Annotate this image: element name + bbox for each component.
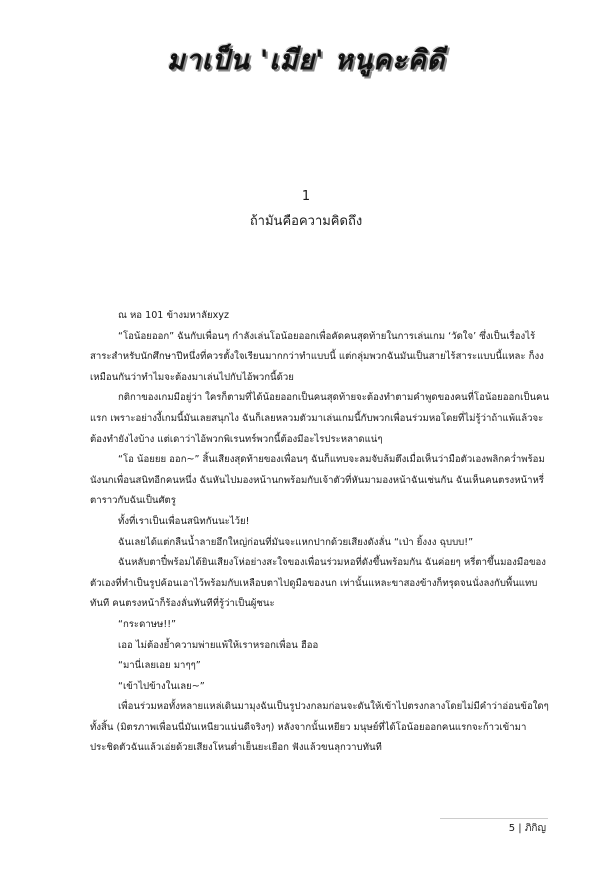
paragraph: ฉันเลยได้แต่กลืนน้ำลายอึกใหญ่ก่อนที่มันจะแหกปากด้วยเสียงดังลั่น “เป่า ยิ้งงง ฉุบบบ!” bbox=[118, 536, 474, 548]
paragraph: “เข้าไปข้างในเลย~” bbox=[118, 680, 205, 692]
chapter-number: 1 bbox=[301, 189, 311, 204]
paragraph: “กระดาษษ!!” bbox=[118, 618, 177, 630]
paragraph: ทั้งที่เราเป็นเพื่อนสนิทกันนะไว้ย! bbox=[118, 515, 250, 527]
paragraph-location: ณ หอ 101 ข้างมหาลัยxyz bbox=[118, 310, 230, 321]
book-title-banner: มาเป็น 'เมีย' หนูคะคิดี bbox=[166, 45, 446, 76]
paragraph: “มานี่เลยเอย มาๆๆ” bbox=[118, 660, 201, 672]
chapter-body bbox=[90, 306, 550, 759]
paragraph: ฉันหลับตาปี๋พร้อมได้ยินเสียงโห่อย่างสะใจของเพื่อนร่วมหอที่ดังขึ้นพร้อมกัน ฉันค่อยๆ หรี่ตาขึ้นมองมือของตัวเองที่ทำเป็นรูปค้อนเอาไว้พร้อมกับเหลือบตาไปดูมือของนก เท่านั้นแหละขาสองข้างก็ทรุดจนนั่งลงกับพื้นแทบทันที คนตรงหน้าก็ร้องลั่นทันทีที่รู้ว่าเป็นผู้ชนะ bbox=[90, 557, 546, 610]
page-number: 5 | ภิกิญ bbox=[508, 823, 546, 834]
chapter-title: ถ้ามันคือความคิดถึง bbox=[249, 214, 363, 229]
footer-divider bbox=[440, 818, 548, 819]
paragraph: กติกาของเกมมีอยู่ว่า ใครก็ตามที่ได้น้อยออกเป็นคนสุดท้ายจะต้องทำตามคำพูดของคนที่โอน้อยออกเป็นคนแรก เพราะอย่างงี้เกมนี้มันเลยสนุกไง ฉันก็เลยหลวมตัวมาเล่นเกมนี้กับพวกเพื่อนร่วมหอโดยที่ไม่รู้ว่าถ้าแพ้แล้วจะต้องทำยังไงบ้าง แต่เดาว่าไอ้พวกพิเรนทร์พวกนี้ต้องมีอะไรประหลาดแน่ๆ bbox=[90, 392, 550, 445]
paragraph: “โอ น้อยยย ออก~” สิ้นเสียงสุดท้ายของเพื่อนๆ ฉันก็แทบจะลมจับล้มตึงเมื่อเห็นว่ามือตัวเองพลิกคว่ำพร้อมนังนกเพื่อนสนิทอีกคนหนึ่ง ฉันหันไปมองหน้านกพร้อมกับเจ้าตัวที่หันมามองหน้าฉันเช่นกัน ฉันเห็นคนตรงหน้าหรี่ตาราวกับฉันเป็นศัตรู bbox=[90, 454, 545, 507]
paragraph: “โอน้อยออก” ฉันกับเพื่อนๆ กำลังเล่นโอน้อยออกเพื่อคัดคนสุดท้ายในการเล่นเกม ‘วัดใจ’ ซึ่งเป็นเรื่องไร้สาระสำหรับนักศึกษาปีหนึ่งที่ควรตั้งใจเรียนมากกว่าทำแบบนี้ แต่กลุ่มพวกฉันมันเป็นสายไร้สาระแบบนี้แหละ ก็งงเหมือนกันว่าทำไมจะต้องมาเล่นไปกับไอ้พวกนี้ด้วย bbox=[90, 330, 544, 383]
paragraph: เพื่อนร่วมหอทั้งหลายแหล่เดินมามุงฉันเป็นรูปวงกลมก่อนจะดันให้เข้าไปตรงกลางโดยไม่มีคำว่าอ่อนข้อใดๆทั้งสิ้น (มิตรภาพเพื่อนนี่มันเหนียวแน่นดีจริงๆ) หลังจากนั้นเหยียว มนุษย์ที่ได้โอน้อยออกคนแรกจะก้าวเข้ามาประชิดตัวฉันแล้วเอ่ยด้วยเสียงโหนต่ำเย็นยะเยือก ฟังแล้วขนลุกวาบทันที bbox=[90, 701, 549, 754]
paragraph: เออ ไม่ต้องย้ำความพ่ายแพ้ให้เราหรอกเพื่อน ฮืออ bbox=[118, 639, 319, 651]
